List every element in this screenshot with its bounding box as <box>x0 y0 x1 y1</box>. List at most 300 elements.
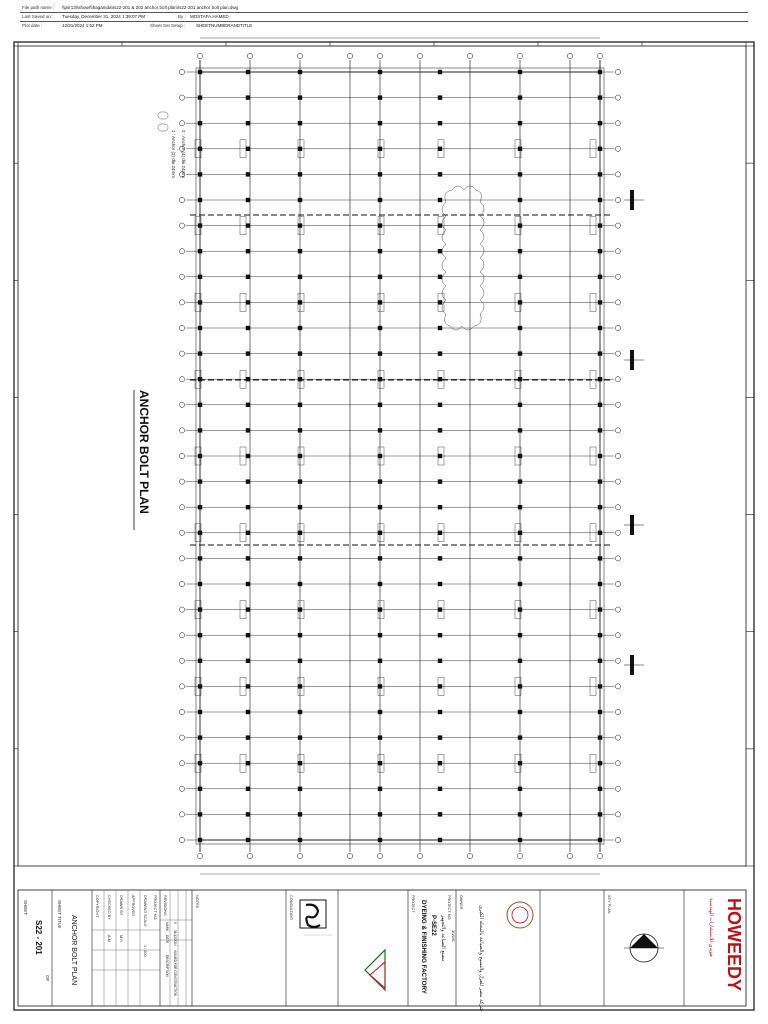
grid-bubble-right <box>615 453 620 458</box>
grid-bubble-left <box>179 197 184 202</box>
column-base-plate <box>378 761 382 765</box>
column-base-plate <box>246 582 250 586</box>
column-base-plate <box>598 735 602 739</box>
column-base-plate <box>438 428 442 432</box>
column-base-plate <box>298 531 302 535</box>
drawn-by-label: DRAWN BY <box>119 895 123 916</box>
column-base-plate <box>598 198 602 202</box>
column-base-plate <box>298 121 302 125</box>
column-base-plate <box>598 607 602 611</box>
column-base-plate <box>246 454 250 458</box>
column-base-plate <box>598 223 602 227</box>
column-base-plate <box>598 351 602 355</box>
column-base-plate <box>246 761 250 765</box>
grid-bubble-bottom <box>467 853 472 858</box>
grid-bubble-right <box>615 837 620 842</box>
pyramid-red <box>370 962 385 988</box>
column-base-plate <box>378 428 382 432</box>
owner-seal-inner <box>512 907 528 923</box>
column-base-plate <box>198 659 202 663</box>
column-base-plate <box>198 479 202 483</box>
column-base-plate <box>518 223 522 227</box>
column-base-plate <box>198 121 202 125</box>
column-base-plate <box>378 223 382 227</box>
column-base-plate <box>438 223 442 227</box>
column-base-plate <box>246 531 250 535</box>
column-base-plate <box>298 275 302 279</box>
grid-bubble-left <box>179 479 184 484</box>
sheet-set-label: Sheet Set Setup : <box>150 23 186 28</box>
grid-bubble-top <box>347 53 352 58</box>
column-base-plate <box>378 607 382 611</box>
section-marker-icon <box>630 190 634 210</box>
grid-bubble-bottom <box>347 853 352 858</box>
column-base-plate <box>518 684 522 688</box>
column-base-plate <box>246 172 250 176</box>
grid-bubble-right <box>615 684 620 689</box>
grid-bubble-right <box>615 709 620 714</box>
column-base-plate <box>198 172 202 176</box>
column-base-plate <box>198 582 202 586</box>
grid-bubble-right <box>615 249 620 254</box>
column-base-plate <box>378 121 382 125</box>
grid-bubble-left <box>179 658 184 663</box>
column-base-plate <box>298 95 302 99</box>
column-base-plate <box>518 377 522 381</box>
column-base-plate <box>198 249 202 253</box>
column-base-plate <box>198 326 202 330</box>
copyright-label: COPYRIGHT <box>95 895 99 918</box>
grid-bubble-top <box>197 53 202 58</box>
column-base-plate <box>246 249 250 253</box>
column-base-plate <box>378 147 382 151</box>
grid-bubble-left <box>179 735 184 740</box>
grid-bubble-left <box>179 402 184 407</box>
north-arrow-icon <box>630 934 658 948</box>
plot-date-label: Plot date : <box>22 23 43 28</box>
column-base-plate <box>378 351 382 355</box>
grid-bubble-left <box>179 428 184 433</box>
grid-bubble-right <box>615 69 620 74</box>
column-base-plate <box>246 710 250 714</box>
column-base-plate <box>438 556 442 560</box>
project-no-label: PROJECT NO. <box>447 895 451 921</box>
column-base-plate <box>298 761 302 765</box>
column-base-plate <box>378 70 382 74</box>
grid-bubble-right <box>615 197 620 202</box>
column-base-plate <box>378 735 382 739</box>
column-base-plate <box>518 838 522 842</box>
column-base-plate <box>518 198 522 202</box>
column-base-plate <box>518 147 522 151</box>
column-base-plate <box>378 326 382 330</box>
consultant-pyramid-logo <box>365 950 385 990</box>
column-base-plate <box>378 812 382 816</box>
column-base-plate <box>198 95 202 99</box>
grid-bubble-bottom <box>247 853 252 858</box>
column-base-plate <box>598 479 602 483</box>
grid-bubble-left <box>179 684 184 689</box>
sheet-label: SHEET <box>23 900 28 916</box>
column-base-plate <box>378 198 382 202</box>
column-base-plate <box>438 812 442 816</box>
column-base-plate <box>298 70 302 74</box>
brand-logo: HOWEEDY <box>724 898 744 992</box>
column-base-plate <box>438 377 442 381</box>
brand-arabic: هويدي للاستشارات الهندسية <box>708 898 714 957</box>
grid-bubble-top <box>417 53 422 58</box>
grid-bubble-bottom <box>377 853 382 858</box>
brand-block <box>708 898 744 991</box>
column-base-plate <box>438 300 442 304</box>
column-base-plate <box>518 556 522 560</box>
grid-bubble-left <box>179 453 184 458</box>
column-base-plate <box>298 659 302 663</box>
column-base-plate <box>438 249 442 253</box>
column-base-plate <box>246 300 250 304</box>
column-base-plate <box>298 838 302 842</box>
project-name: DYEING & FINISHING FACTORY <box>420 900 427 994</box>
grid-bubble-right <box>615 172 620 177</box>
project-arabic: مصنع الصباغة والتجهيز <box>440 915 446 962</box>
column-base-plate <box>598 684 602 688</box>
column-base-plate <box>198 812 202 816</box>
grid-bubble-bottom <box>517 853 522 858</box>
column-base-plate <box>298 377 302 381</box>
grid-bubble-right <box>615 633 620 638</box>
column-base-plate <box>246 147 250 151</box>
column-base-plate <box>598 70 602 74</box>
grid-bubble-right <box>615 761 620 766</box>
by-label: By : <box>178 14 186 19</box>
column-base-plate <box>378 403 382 407</box>
grid-bubble-right <box>615 505 620 510</box>
column-base-plate <box>518 633 522 637</box>
column-base-plate <box>246 403 250 407</box>
column-base-plate <box>246 735 250 739</box>
legend-symbol-2 <box>158 124 168 131</box>
project-block <box>411 895 456 995</box>
column-base-plate <box>298 172 302 176</box>
column-base-plate <box>518 787 522 791</box>
column-base-plate <box>598 633 602 637</box>
grid-bubble-right <box>615 479 620 484</box>
column-base-plate <box>198 147 202 151</box>
column-base-plate <box>246 351 250 355</box>
column-base-plate <box>298 582 302 586</box>
column-base-plate <box>198 607 202 611</box>
grid-bubble-left <box>179 837 184 842</box>
project-code: P-SE22 <box>430 915 436 936</box>
column-base-plate <box>438 531 442 535</box>
sheet-title: ANCHOR BOLT PLAN <box>70 915 77 986</box>
column-base-plate <box>378 454 382 458</box>
column-base-plate <box>246 428 250 432</box>
column-base-plate <box>518 172 522 176</box>
grid-bubble-top <box>247 53 252 58</box>
column-base-plate <box>518 735 522 739</box>
drawing-scale: 1 : 200 <box>143 945 147 957</box>
rev-row-1-mark: 0 <box>173 922 177 924</box>
anchor-bolt-plan <box>14 38 754 874</box>
client-arabic: شركة مصر للغزل والنسيج والصباغة بالمحلة الكبرى <box>478 905 484 1012</box>
column-base-plate <box>246 121 250 125</box>
column-base-plate <box>378 249 382 253</box>
grid-bubble-right <box>615 223 620 228</box>
column-base-plate <box>518 95 522 99</box>
column-base-plate <box>246 633 250 637</box>
legend-text-1: 1 : Anchor (2) dia 24mm <box>171 130 176 179</box>
plot-date-value: 12/31/2024 1:52 PM <box>62 23 103 28</box>
legend-symbol-1 <box>158 112 168 119</box>
grid-bubble-right <box>615 146 620 151</box>
grid-bubble-left <box>179 812 184 817</box>
column-base-plate <box>518 70 522 74</box>
grid-bubble-top <box>567 53 572 58</box>
info-table <box>92 890 160 1006</box>
column-base-plate <box>518 249 522 253</box>
column-base-plate <box>438 607 442 611</box>
column-base-plate <box>518 582 522 586</box>
revisions-label: REVISIONS <box>163 895 167 916</box>
column-base-plate <box>518 607 522 611</box>
column-base-plate <box>198 428 202 432</box>
grid-bubble-top <box>517 53 522 58</box>
column-base-plate <box>598 147 602 151</box>
column-base-plate <box>518 428 522 432</box>
column-base-plate <box>378 172 382 176</box>
grid-bubble-left <box>179 223 184 228</box>
column-base-plate <box>438 633 442 637</box>
column-base-plate <box>378 659 382 663</box>
sheet-set-value: SHEETNUMBERANDTITLE <box>196 23 253 28</box>
grid-bubble-right <box>615 530 620 535</box>
column-base-plate <box>518 710 522 714</box>
column-base-plate <box>298 735 302 739</box>
checked-by: A.M <box>107 935 111 942</box>
grid-bubble-left <box>179 581 184 586</box>
column-base-plate <box>518 403 522 407</box>
grid-bubble-left <box>179 351 184 356</box>
key-plan-block <box>607 895 664 962</box>
column-base-plate <box>198 761 202 765</box>
column-base-plate <box>438 95 442 99</box>
column-base-plate <box>598 249 602 253</box>
column-base-plate <box>378 377 382 381</box>
column-base-plate <box>246 198 250 202</box>
column-base-plate <box>598 812 602 816</box>
column-base-plate <box>518 275 522 279</box>
column-base-plate <box>246 70 250 74</box>
grid-bubble-left <box>179 300 184 305</box>
column-base-plate <box>298 812 302 816</box>
column-base-plate <box>198 633 202 637</box>
column-base-plate <box>438 351 442 355</box>
grid-bubble-right <box>615 300 620 305</box>
project-no: 10/2/S <box>451 930 456 942</box>
column-base-plate <box>298 300 302 304</box>
consultant-block <box>289 895 385 990</box>
column-base-plate <box>598 582 602 586</box>
column-base-plate <box>198 223 202 227</box>
project-no-label-inner: PROJECT NO. <box>153 895 157 921</box>
column-base-plate <box>518 454 522 458</box>
column-base-plate <box>198 838 202 842</box>
column-base-plate <box>378 531 382 535</box>
consultant-logo <box>300 900 326 928</box>
column-base-plate <box>246 556 250 560</box>
column-base-plate <box>378 838 382 842</box>
consultant-label: CONSULTANT <box>289 895 293 921</box>
drawing-scale-label: DRAWING SCALE <box>143 895 147 927</box>
owner-seal <box>507 902 533 928</box>
revision-cloud <box>442 186 484 330</box>
column-base-plate <box>598 121 602 125</box>
grid-bubble-right <box>615 607 620 612</box>
grid-bubble-left <box>179 121 184 126</box>
grid-bubble-right <box>615 351 620 356</box>
column-base-plate <box>298 787 302 791</box>
grid-bubble-left <box>179 530 184 535</box>
file-path-value: \\psr13\\showr\\hagamda\\s22-201 & 202 anchor bolt plan\\s22-201 anchor bolt plan.dwg <box>62 5 239 10</box>
sheet-of: OF <box>45 975 50 982</box>
column-base-plate <box>518 531 522 535</box>
last-saved-label: Last Saved on : <box>22 14 54 19</box>
column-base-plate <box>598 505 602 509</box>
file-path-label: File path name : <box>22 5 55 10</box>
grid-bubble-right <box>615 556 620 561</box>
rev-row-1-date: 31/12/2024 <box>173 930 177 946</box>
grid-bubble-top <box>597 53 602 58</box>
legend-text-2: 2 : Anchor (4) dia 24mm <box>181 130 186 179</box>
consultant-logo-mark <box>306 905 320 927</box>
column-base-plate <box>298 710 302 714</box>
column-base-plate <box>438 710 442 714</box>
grid-bubble-left <box>179 709 184 714</box>
grid-bubble-right <box>615 402 620 407</box>
owner-block <box>459 895 533 1011</box>
column-base-plate <box>518 659 522 663</box>
column-base-plate <box>598 377 602 381</box>
column-base-plate <box>438 198 442 202</box>
column-base-plate <box>298 684 302 688</box>
grid-bubble-left <box>179 377 184 382</box>
column-base-plate <box>198 505 202 509</box>
column-base-plate <box>298 223 302 227</box>
column-base-plate <box>246 223 250 227</box>
grid-bubble-bottom <box>597 853 602 858</box>
column-base-plate <box>298 147 302 151</box>
column-base-plate <box>378 787 382 791</box>
column-base-plate <box>378 633 382 637</box>
column-base-plate <box>438 479 442 483</box>
grid-bubble-right <box>615 377 620 382</box>
column-base-plate <box>438 326 442 330</box>
column-base-plate <box>246 838 250 842</box>
column-base-plate <box>438 582 442 586</box>
column-base-plate <box>598 403 602 407</box>
column-base-plate <box>438 735 442 739</box>
column-base-plate <box>598 710 602 714</box>
grid-bubble-right <box>615 786 620 791</box>
column-base-plate <box>518 761 522 765</box>
approved-label: APPROVED <box>131 895 135 917</box>
grid-bubble-left <box>179 249 184 254</box>
column-base-plate <box>378 505 382 509</box>
column-base-plate <box>598 428 602 432</box>
column-base-plate <box>198 377 202 381</box>
project-label: PROJECT <box>411 895 415 913</box>
pyramid-green <box>365 950 385 990</box>
title-block <box>18 890 746 1011</box>
column-base-plate <box>438 761 442 765</box>
column-base-plate <box>298 351 302 355</box>
grid-bubble-right <box>615 428 620 433</box>
column-base-plate <box>378 582 382 586</box>
checked-by-label: CHECKED BY <box>107 895 111 920</box>
notes-label: NOTES <box>195 895 199 909</box>
column-base-plate <box>598 326 602 330</box>
column-base-plate <box>298 633 302 637</box>
column-base-plate <box>246 377 250 381</box>
grid-bubble-right <box>615 274 620 279</box>
grid-bubble-right <box>615 735 620 740</box>
column-base-plate <box>518 479 522 483</box>
column-base-plate <box>246 684 250 688</box>
grid-bubble-right <box>615 95 620 100</box>
column-base-plate <box>438 684 442 688</box>
column-base-plate <box>518 300 522 304</box>
sheet-title-label: SHEET TITLE <box>57 900 62 929</box>
column-base-plate <box>598 531 602 535</box>
column-base-plate <box>198 684 202 688</box>
column-base-plate <box>378 275 382 279</box>
grid-bubble-right <box>615 121 620 126</box>
grid-bubble-left <box>179 607 184 612</box>
column-base-plate <box>198 556 202 560</box>
grid-bubble-left <box>179 786 184 791</box>
column-base-plate <box>298 556 302 560</box>
grid-bubble-left <box>179 69 184 74</box>
revisions-table <box>160 890 192 1006</box>
column-base-plate <box>378 479 382 483</box>
column-base-plate <box>598 300 602 304</box>
column-base-plate <box>438 121 442 125</box>
column-base-plate <box>598 172 602 176</box>
column-base-plate <box>438 659 442 663</box>
rev-row-1-desc: ISSUED FOR CONSTRUCTION <box>173 950 177 997</box>
column-base-plate <box>438 70 442 74</box>
column-base-plate <box>518 351 522 355</box>
column-base-plate <box>438 403 442 407</box>
column-base-plate <box>598 275 602 279</box>
column-base-plate <box>246 505 250 509</box>
grid-bubble-left <box>179 761 184 766</box>
grid-bubble-left <box>179 633 184 638</box>
column-base-plate <box>298 479 302 483</box>
column-base-plate <box>298 454 302 458</box>
grid-bubble-top <box>297 53 302 58</box>
column-base-plate <box>246 607 250 611</box>
column-base-plate <box>246 479 250 483</box>
column-base-plate <box>298 326 302 330</box>
rev-col-date: DATE <box>165 935 169 944</box>
column-base-plate <box>518 505 522 509</box>
grid-bubble-right <box>615 325 620 330</box>
column-base-plate <box>298 403 302 407</box>
grid-bubble-right <box>615 581 620 586</box>
grid-bubble-right <box>615 658 620 663</box>
